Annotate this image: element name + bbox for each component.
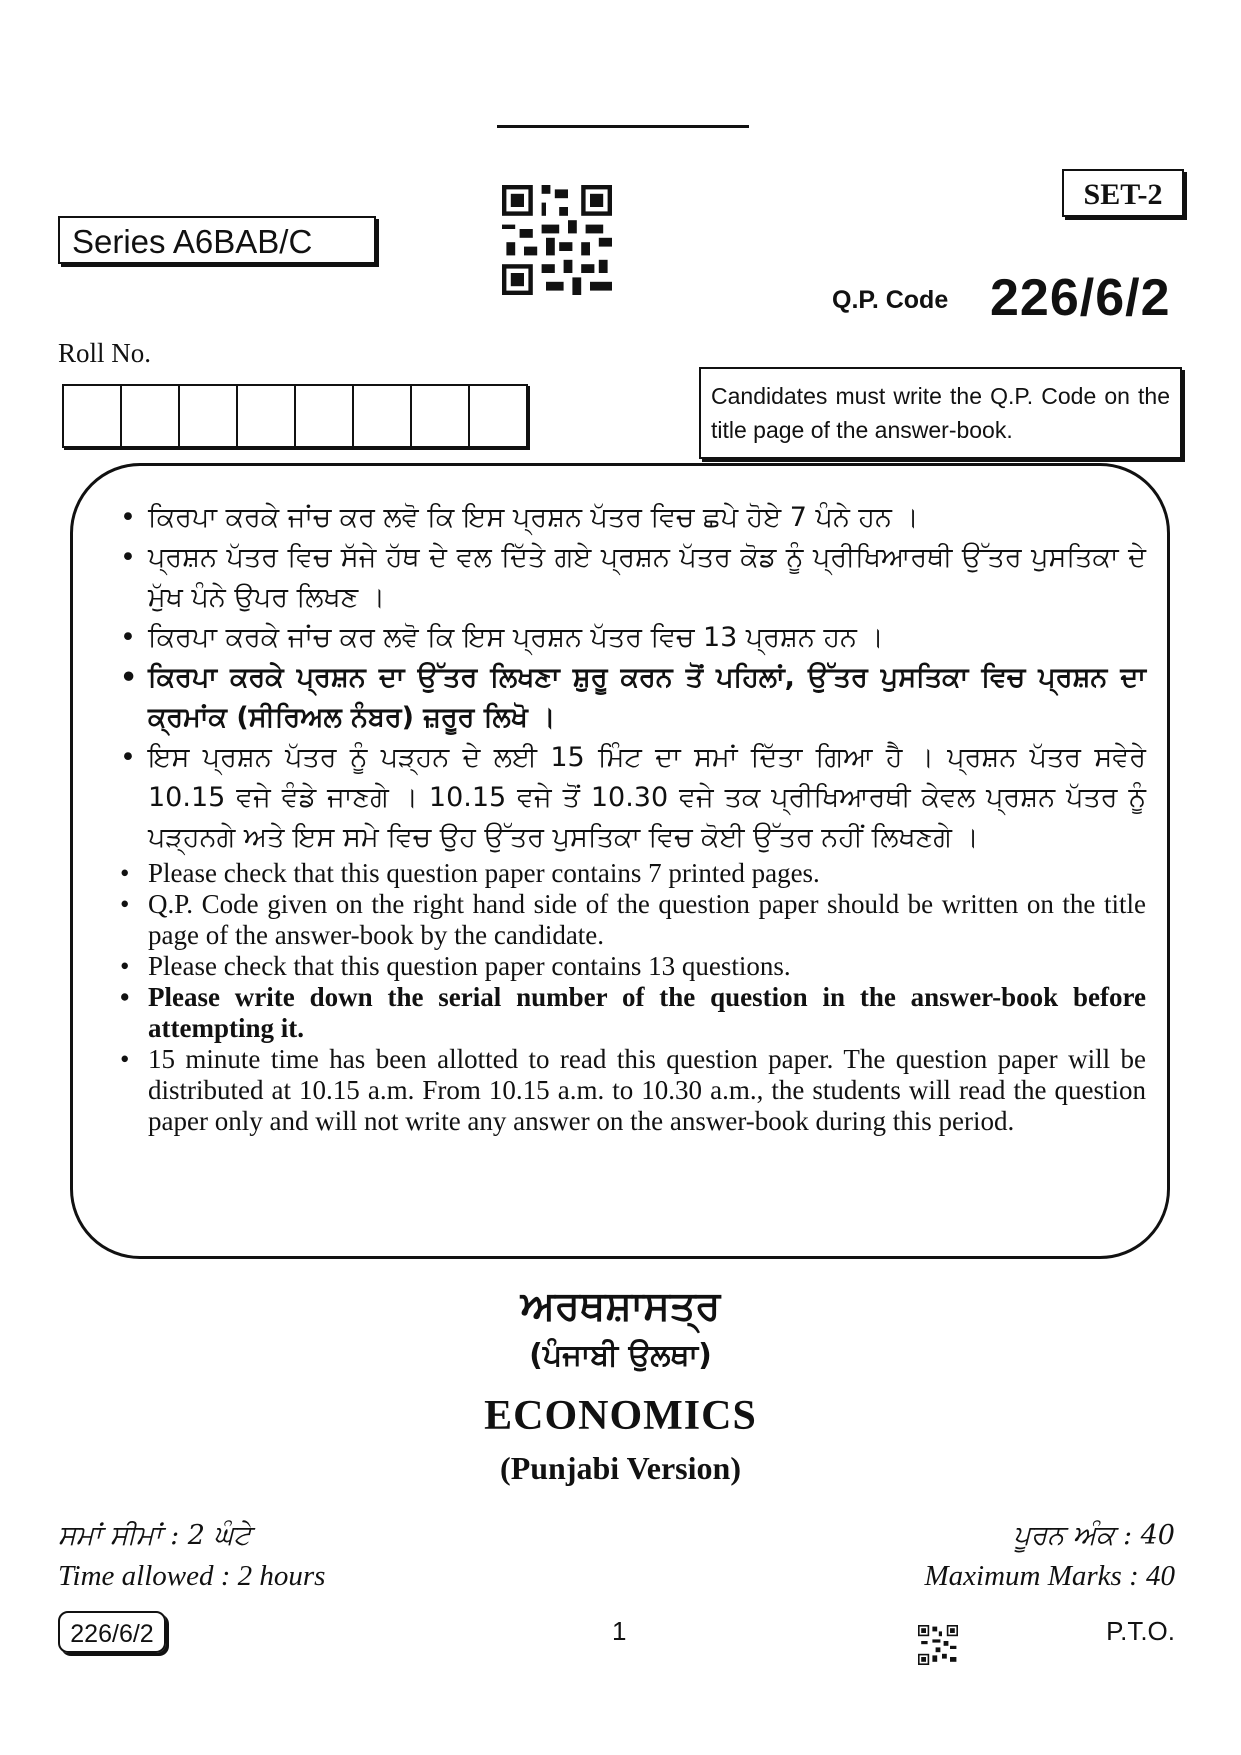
candidate-note: Candidates must write the Q.P. Code on the title page of the answer-book. xyxy=(699,367,1182,459)
instructions-english xyxy=(118,858,1146,1137)
roll-number-cell[interactable] xyxy=(354,386,412,446)
subject-subtitle: (Punjabi Version) xyxy=(500,1450,741,1486)
roll-number-cell[interactable] xyxy=(64,386,122,446)
instruction-item: • ਕਿਰਪਾ ਕਰਕੇ ਜਾਂਚ ਕਰ ਲਵੋ ਕਿ ਇਸ ਪ੍ਰਸ਼ਨ ਪੱਤਰ ਵਿਚ 13 ਪ੍ਰਸ਼ਨ ਹਨ । xyxy=(118,618,1146,658)
time-allowed-punjabi: ਸਮਾਂ ਸੀਮਾਂ : 2 ਘੰਟੇ xyxy=(58,1520,251,1551)
roll-number-cell[interactable] xyxy=(122,386,180,446)
instruction-item: • Q.P. Code given on the right hand side of the question paper should be written on the title page of the answer-book by the candidate. xyxy=(118,889,1146,951)
roll-number-cell[interactable] xyxy=(470,386,526,446)
subject-title: ECONOMICS xyxy=(484,1393,757,1439)
instructions-punjabi xyxy=(118,498,1146,858)
roll-number-grid[interactable] xyxy=(62,384,528,448)
qr-code-icon xyxy=(918,1625,958,1665)
subject-title-punjabi: ਅਰਥਸ਼ਾਸਤ੍ਰ xyxy=(520,1283,721,1329)
please-turn-over: P.T.O. xyxy=(1106,1616,1175,1646)
instruction-item: • ਪ੍ਰਸ਼ਨ ਪੱਤਰ ਵਿਚ ਸੱਜੇ ਹੱਥ ਦੇ ਵਲ ਦਿੱਤੇ ਗਏ ਪ੍ਰਸ਼ਨ ਪੱਤਰ ਕੋਡ ਨੂੰ ਪ੍ਰੀਖਿਆਰਥੀ ਉੱਤਰ ਪੁਸਤਿਕਾ ਦੇ ਮੁੱਖ ਪੰਨੇ ਉਪਰ ਲਿਖਣ । xyxy=(118,538,1146,618)
time-allowed: Time allowed : 2 hours xyxy=(58,1560,326,1592)
instructions xyxy=(118,498,1146,1137)
roll-number-label: Roll No. xyxy=(58,338,152,368)
instruction-item: • 15 minute time has been allotted to read this question paper. The question paper will be distributed at 10.15 a.m. From 10.15 a.m. to 10.30 a.m., the students will read the question paper only and will not write any answer on the answer-book during this period. xyxy=(118,1044,1146,1137)
top-rule xyxy=(497,125,749,128)
set-label: SET-2 xyxy=(1062,169,1184,217)
instruction-item: • Please check that this question paper contains 13 questions. xyxy=(118,951,1146,982)
instruction-item: • Please write down the serial number of the question in the answer-book before attempting it. xyxy=(118,982,1146,1044)
subject-subtitle-punjabi: (ਪੰਜਾਬੀ ਉਲਥਾ) xyxy=(529,1338,712,1373)
maximum-marks-punjabi: ਪੂਰਨ ਅੰਕ : 40 xyxy=(1013,1520,1175,1551)
instruction-item: • ਕਿਰਪਾ ਕਰਕੇ ਜਾਂਚ ਕਰ ਲਵੋ ਕਿ ਇਸ ਪ੍ਰਸ਼ਨ ਪੱਤਰ ਵਿਚ ਛਪੇ ਹੋਏ 7 ਪੰਨੇ ਹਨ । xyxy=(118,498,1146,538)
roll-number-cell[interactable] xyxy=(296,386,354,446)
maximum-marks: Maximum Marks : 40 xyxy=(924,1560,1175,1592)
page-number: 1 xyxy=(612,1616,627,1646)
roll-number-cell[interactable] xyxy=(180,386,238,446)
qp-code-label: Q.P. Code xyxy=(832,286,949,314)
roll-number-cell[interactable] xyxy=(412,386,470,446)
instruction-item: • Please check that this question paper contains 7 printed pages. xyxy=(118,858,1146,889)
roll-number-cell[interactable] xyxy=(238,386,296,446)
series-label: Series A6BAB/C xyxy=(58,216,376,264)
qr-code-icon xyxy=(502,185,612,295)
footer-qp-code: 226/6/2 xyxy=(58,1611,166,1653)
qp-code: 226/6/2 xyxy=(990,269,1171,327)
instruction-item: • ਕਿਰਪਾ ਕਰਕੇ ਪ੍ਰਸ਼ਨ ਦਾ ਉੱਤਰ ਲਿਖਣਾ ਸ਼ੁਰੂ ਕਰਨ ਤੋਂ ਪਹਿਲਾਂ, ਉੱਤਰ ਪੁਸਤਿਕਾ ਵਿਚ ਪ੍ਰਸ਼ਨ ਦਾ ਕ੍ਰਮਾਂਕ (ਸੀਰਿਅਲ ਨੰਬਰ) ਜ਼ਰੂਰ ਲਿਖੋ । xyxy=(118,658,1146,738)
instruction-item: • ਇਸ ਪ੍ਰਸ਼ਨ ਪੱਤਰ ਨੂੰ ਪੜ੍ਹਨ ਦੇ ਲਈ 15 ਮਿੰਟ ਦਾ ਸਮਾਂ ਦਿੱਤਾ ਗਿਆ ਹੈ । ਪ੍ਰਸ਼ਨ ਪੱਤਰ ਸਵੇਰੇ 10.15 ਵਜੇ ਵੰਡੇ ਜਾਣਗੇ । 10.15 ਵਜੇ ਤੋਂ 10.30 ਵਜੇ ਤਕ ਪ੍ਰੀਖਿਆਰਥੀ ਕੇਵਲ ਪ੍ਰਸ਼ਨ ਪੱਤਰ ਨੂੰ ਪੜ੍ਹਨਗੇ ਅਤੇ ਇਸ ਸਮੇ ਵਿਚ ਉਹ ਉੱਤਰ ਪੁਸਤਿਕਾ ਵਿਚ ਕੋਈ ਉੱਤਰ ਨਹੀਂ ਲਿਖਣਗੇ । xyxy=(118,738,1146,858)
